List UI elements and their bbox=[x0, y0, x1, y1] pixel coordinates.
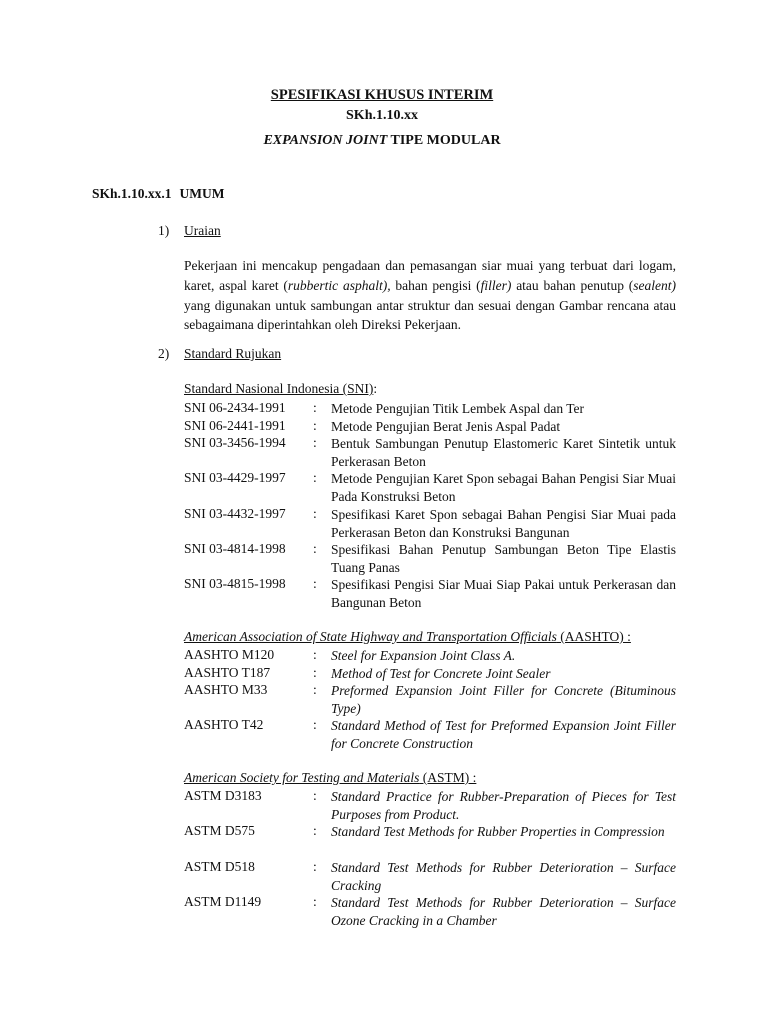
sni-code: SNI 03-3456-1994 bbox=[184, 435, 286, 450]
colon: : bbox=[313, 470, 317, 485]
sni-heading-text: Standard Nasional Indonesia (SNI) bbox=[184, 381, 374, 396]
aashto-heading bbox=[184, 629, 631, 645]
subtitle-rest: TIPE MODULAR bbox=[387, 133, 501, 148]
para-italic: filler) bbox=[480, 277, 512, 293]
sni-code: SNI 03-4432-1997 bbox=[184, 506, 286, 521]
colon: : bbox=[313, 400, 317, 415]
uraian-heading: Uraian bbox=[184, 223, 221, 238]
colon: : bbox=[313, 682, 317, 697]
para-italic: rubbertic asphalt), bbox=[287, 277, 391, 293]
astm-code: ASTM D3183 bbox=[184, 788, 262, 803]
section-heading bbox=[92, 186, 225, 202]
colon: : bbox=[313, 859, 317, 874]
para-text: yang digunakan untuk sambungan antar struktur dan sesuai dengan Gambar rencana atau sebagaimana diperintahkan oleh Direksi Pekerjaan. bbox=[184, 297, 676, 333]
section-title: UMUM bbox=[179, 186, 225, 201]
astm-code: ASTM D518 bbox=[184, 859, 255, 874]
colon: : bbox=[313, 418, 317, 433]
astm-heading-italic: American Society for Testing and Materials bbox=[184, 770, 420, 785]
colon: : bbox=[313, 647, 317, 662]
sni-code: SNI 03-4815-1998 bbox=[184, 576, 286, 591]
aashto-code: AASHTO T187 bbox=[184, 665, 271, 680]
aashto-desc: Preformed Expansion Joint Filler for Concrete (Bituminous Type) bbox=[331, 683, 676, 716]
colon: : bbox=[313, 823, 317, 838]
sni-code: SNI 06-2434-1991 bbox=[184, 400, 286, 415]
aashto-code: AASHTO T42 bbox=[184, 717, 264, 732]
astm-desc: Standard Test Methods for Rubber Deterioration – Surface Ozone Cracking in a Chamber bbox=[331, 895, 676, 928]
sni-desc: Spesifikasi Bahan Penutup Sambungan Beton Tipe Elastis Tuang Panas bbox=[331, 542, 676, 575]
colon: : bbox=[313, 541, 317, 556]
para-text: Pekerjaan ini mencakup pengadaan dan pemasangan siar muai yang terbuat dari logam, karet, aspal karet ( bbox=[184, 258, 676, 293]
para-text: bahan pengisi ( bbox=[390, 277, 481, 293]
subtitle-italic: EXPANSION JOINT bbox=[263, 133, 388, 148]
colon: : bbox=[313, 665, 317, 680]
sni-code: SNI 03-4429-1997 bbox=[184, 470, 286, 485]
astm-desc: Standard Practice for Rubber-Preparation of Pieces for Test Purposes from Product. bbox=[331, 789, 676, 822]
astm-heading-rest: (ASTM) : bbox=[419, 770, 477, 785]
aashto-desc: Method of Test for Concrete Joint Sealer bbox=[331, 666, 551, 681]
aashto-heading-rest: (AASHTO) : bbox=[556, 629, 631, 644]
item-number-2: 2) bbox=[158, 346, 170, 361]
astm-code: ASTM D1149 bbox=[184, 894, 262, 909]
para-text: atau bahan penutup ( bbox=[511, 277, 634, 293]
colon: : bbox=[313, 576, 317, 591]
colon: : bbox=[313, 506, 317, 521]
sni-code: SNI 06-2441-1991 bbox=[184, 418, 286, 433]
sni-desc: Spesifikasi Karet Spon sebagai Bahan Pengisi Siar Muai pada Perkerasan Beton dan Konstruksi Bangunan bbox=[331, 507, 676, 540]
colon: : bbox=[313, 717, 317, 732]
aashto-desc: Steel for Expansion Joint Class A. bbox=[331, 648, 516, 663]
astm-heading bbox=[184, 770, 476, 786]
aashto-code: AASHTO M120 bbox=[184, 647, 275, 662]
doc-title: SPESIFIKASI KHUSUS INTERIM bbox=[270, 87, 494, 103]
astm-desc: Standard Test Methods for Rubber Deterioration – Surface Cracking bbox=[331, 860, 676, 893]
sni-desc: Spesifikasi Pengisi Siar Muai Siap Pakai untuk Perkerasan dan Bangunan Beton bbox=[331, 577, 676, 610]
doc-subtitle bbox=[0, 133, 766, 149]
item-number-1: 1) bbox=[158, 223, 170, 238]
colon: : bbox=[313, 788, 317, 803]
aashto-heading-italic: American Association of State Highway and Transportation Officials bbox=[184, 629, 557, 644]
section-number: SKh.1.10.xx.1 bbox=[92, 186, 172, 201]
sni-heading-colon: : bbox=[373, 381, 378, 396]
colon: : bbox=[313, 435, 317, 450]
sni-desc: Bentuk Sambungan Penutup Elastomeric Karet Sintetik untuk Perkerasan Beton bbox=[331, 436, 676, 469]
astm-code: ASTM D575 bbox=[184, 823, 255, 838]
sni-desc: Metode Pengujian Titik Lembek Aspal dan Ter bbox=[331, 401, 585, 416]
sni-code: SNI 03-4814-1998 bbox=[184, 541, 286, 556]
rujukan-heading: Standard Rujukan bbox=[184, 346, 282, 361]
aashto-desc: Standard Method of Test for Preformed Expansion Joint Filler for Concrete Construction bbox=[331, 718, 676, 751]
colon: : bbox=[313, 894, 317, 909]
astm-desc: Standard Test Methods for Rubber Properties in Compression bbox=[331, 824, 665, 839]
sni-heading bbox=[184, 381, 377, 397]
uraian-paragraph bbox=[184, 256, 676, 335]
aashto-code: AASHTO M33 bbox=[184, 682, 268, 697]
sni-desc: Metode Pengujian Karet Spon sebagai Bahan Pengisi Siar Muai Pada Konstruksi Beton bbox=[331, 471, 676, 504]
sni-desc: Metode Pengujian Berat Jenis Aspal Padat bbox=[331, 419, 561, 434]
doc-code: SKh.1.10.xx bbox=[346, 108, 418, 123]
para-italic: sealent) bbox=[633, 277, 676, 293]
